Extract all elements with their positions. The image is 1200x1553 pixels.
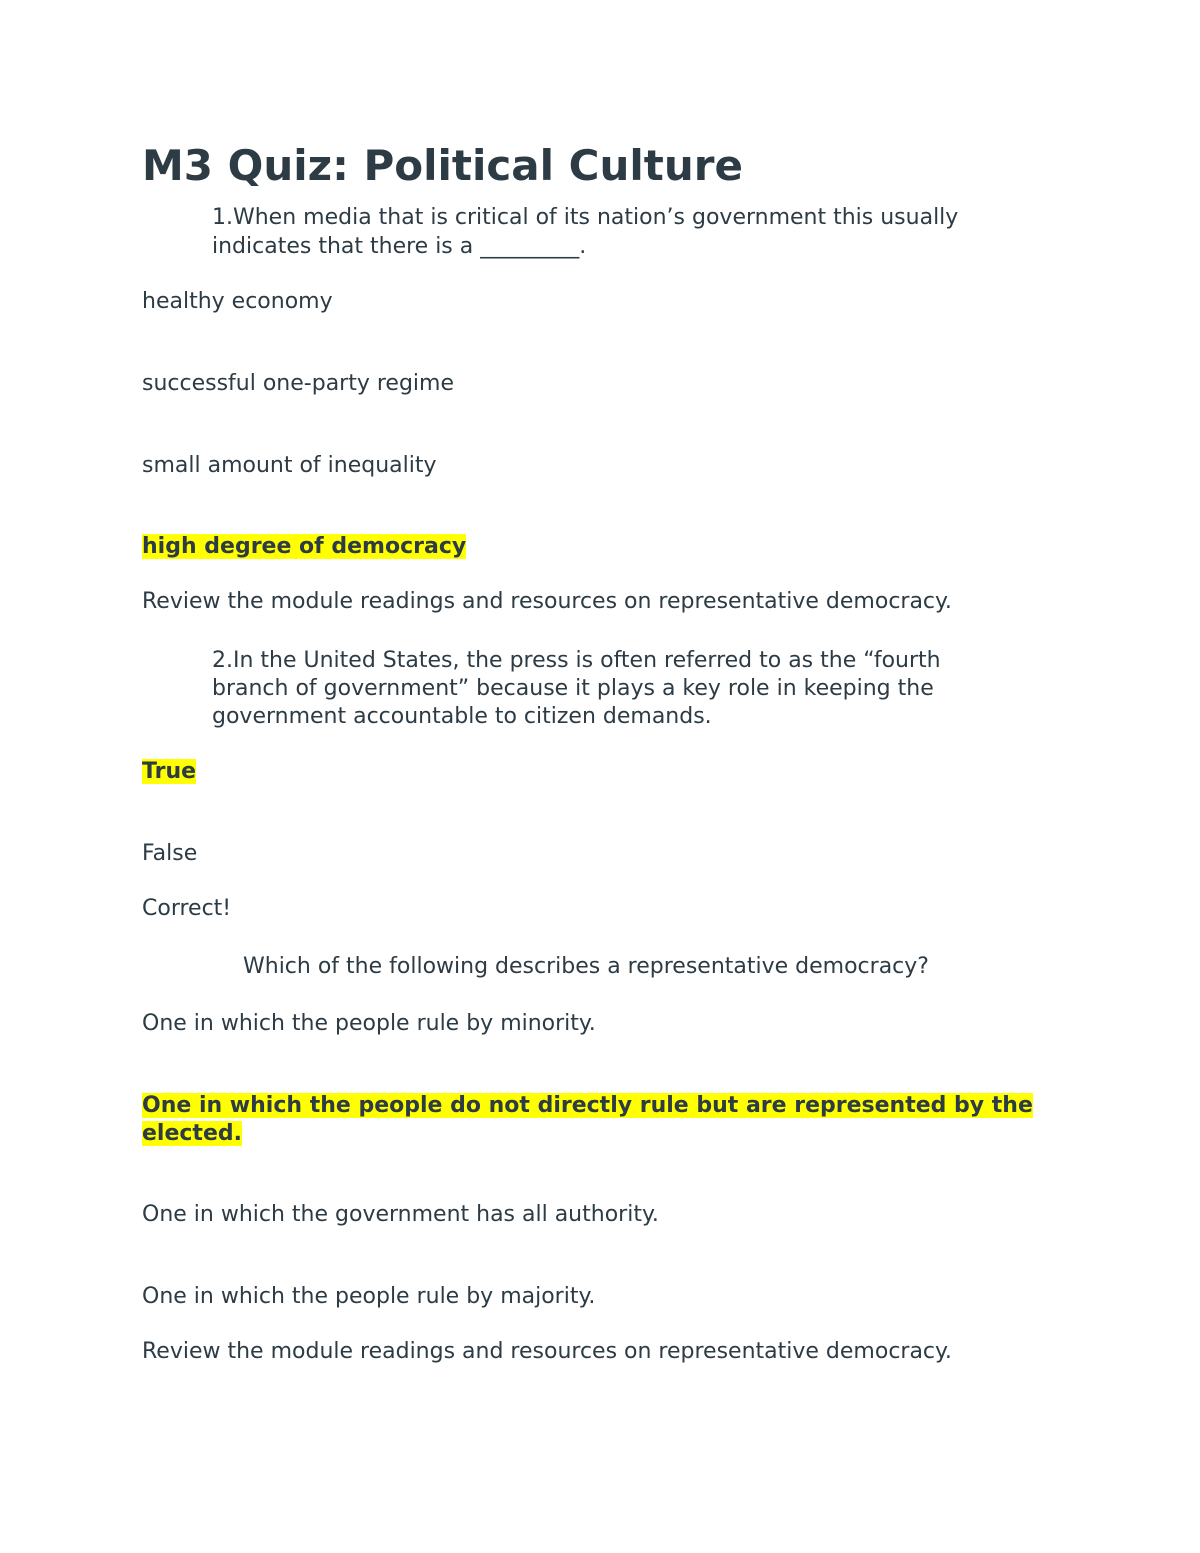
q3-option-4: One in which the people rule by majority. bbox=[142, 1284, 596, 1309]
q2-feedback: Correct! bbox=[142, 896, 232, 921]
question-2-text: 2.In the United States, the press is often referred to as the “fourth branch of government” because it plays a key role in keeping the government accountable to citizen demands. bbox=[212, 648, 941, 729]
q1-option-4-selected bbox=[142, 533, 466, 561]
q3-option-1: One in which the people rule by minority. bbox=[142, 1011, 596, 1036]
q1-feedback: Review the module readings and resources on representative democracy. bbox=[142, 589, 952, 614]
question-3-text: Which of the following describes a representative democracy? bbox=[243, 954, 929, 979]
question-1-text: 1.When media that is critical of its nation’s government this usually indicates that there is a _________. bbox=[212, 205, 959, 259]
q1-option-1: healthy economy bbox=[142, 289, 333, 314]
q2-correct-answer-highlight: True bbox=[142, 759, 197, 784]
q1-correct-answer-highlight: high degree of democracy bbox=[142, 534, 467, 559]
q3-option-3: One in which the government has all authority. bbox=[142, 1202, 659, 1227]
q2-option-false: False bbox=[142, 841, 198, 866]
document-title: M3 Quiz: Political Culture bbox=[142, 141, 743, 190]
q3-feedback: Review the module readings and resources on representative democracy. bbox=[142, 1339, 952, 1364]
q3-correct-answer-highlight: One in which the people do not directly rule but are represented by the elected. bbox=[142, 1093, 1033, 1146]
q1-option-2: successful one-party regime bbox=[142, 371, 454, 396]
q2-option-true-selected bbox=[142, 758, 196, 786]
q1-option-3: small amount of inequality bbox=[142, 453, 437, 478]
q3-option-2-selected bbox=[142, 1092, 1062, 1148]
